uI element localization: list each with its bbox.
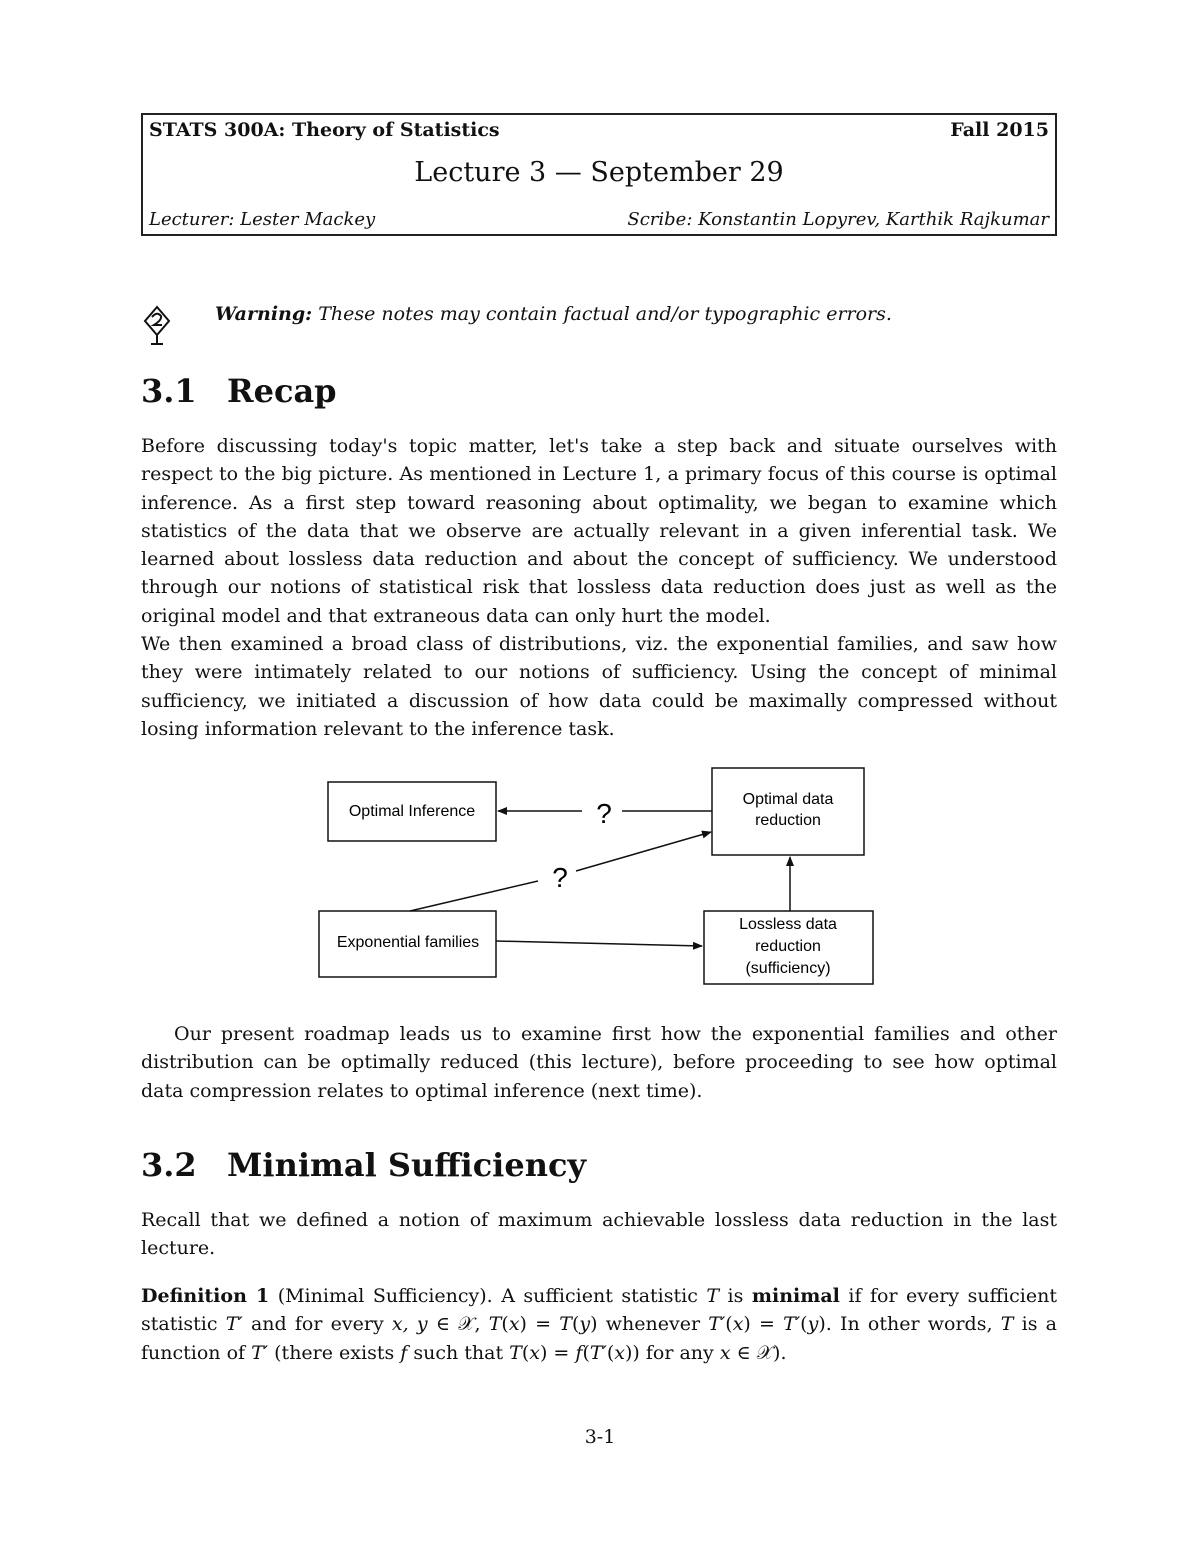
lecturer: Lecturer: Lester Mackey xyxy=(149,209,376,230)
question-mark-top: ? xyxy=(596,798,612,829)
section-heading-recap xyxy=(141,372,337,410)
roadmap-diagram xyxy=(310,765,890,995)
label-exponential-families: Exponential families xyxy=(336,934,480,951)
section-heading-minimal-sufficiency xyxy=(141,1146,586,1184)
term: Fall 2015 xyxy=(950,119,1049,141)
scribe: Scribe: Konstantin Lopyrev, Karthik Rajkumar xyxy=(627,209,1049,230)
course-title: STATS 300A: Theory of Statistics xyxy=(149,119,500,141)
arrow-to-optimal-data xyxy=(576,832,711,871)
label-lossless-line3: (sufficiency) xyxy=(745,960,831,977)
arrow-to-lossless xyxy=(496,941,702,946)
definition-label: Definition 1 xyxy=(141,1285,270,1307)
section-title: Minimal Sufficiency xyxy=(227,1146,587,1184)
minimal-sufficiency-intro xyxy=(141,1206,1057,1263)
warning-label: Warning: xyxy=(215,303,313,325)
recap-paragraphs xyxy=(141,432,1057,743)
lecture-header-box xyxy=(141,113,1057,236)
label-optimal-inference: Optimal Inference xyxy=(348,803,476,820)
definition-name: (Minimal Sufficiency). xyxy=(277,1285,493,1307)
section-number: 3.1 xyxy=(141,372,197,410)
recap-paragraph-1: Before discussing today's topic matter, let's take a step back and situate ourselves with respect to the big picture. As mentioned in Lecture 1, a primary focus of this course is optimal inference. As a first step toward reasoning about optimality, we began to examine which statistics of the data that we observe are actually relevant in a given inferential task. We learned about lossless data reduction and about the concept of sufficiency. We understood through our notions of statistical risk that lossless data reduction does just as well as the original model and that extraneous data can only hurt the model. xyxy=(141,435,1057,627)
question-mark-diagonal: ? xyxy=(552,862,568,893)
page-number: 3-1 xyxy=(584,1426,616,1448)
minimal-term: minimal xyxy=(751,1285,840,1307)
recap-paragraph-2: We then examined a broad class of distributions, viz. the exponential families, and saw how they were intimately related to our notions of sufficiency. Using the concept of minimal sufficiency, we initiated a discussion of how data could be maximally compressed without losing information relevant to the inference task. xyxy=(141,633,1057,740)
label-lossless-line2: reduction xyxy=(755,938,821,955)
dangerous-bend-icon xyxy=(143,305,171,347)
definition-1: Definition 1 (Minimal Sufficiency). A sufficient statistic T is minimal if for every sufficient statistic T′ and for every x, y ∈ 𝒳, T(x) = T(y) whenever T′(x) = T′(y). In other words, T is a function of T′ (there exists f such that T(x) = f(T′(x)) for any x ∈ 𝒳). xyxy=(141,1285,1058,1364)
roadmap-text: Our present roadmap leads us to examine first how the exponential families and other distribution can be optimally reduced (this lecture), before proceeding to see how optimal data compression relates to optimal inference (next time). xyxy=(141,1023,1057,1102)
warning-text: These notes may contain factual and/or typographic errors. xyxy=(318,303,892,325)
label-lossless-line1: Lossless data xyxy=(739,916,837,933)
label-optimal-data-line1: Optimal data xyxy=(742,791,834,808)
intro-text: Recall that we defined a notion of maximum achievable lossless data reduction in the last lecture. xyxy=(141,1209,1057,1260)
arrow-segment-diag-lower xyxy=(410,881,538,911)
lecture-title: Lecture 3 — September 29 xyxy=(414,157,784,188)
label-optimal-data-line2: reduction xyxy=(755,812,821,829)
roadmap-paragraph xyxy=(141,1020,1057,1105)
section-title: Recap xyxy=(227,372,337,410)
section-number: 3.2 xyxy=(141,1146,197,1184)
warning-note xyxy=(141,303,1057,347)
